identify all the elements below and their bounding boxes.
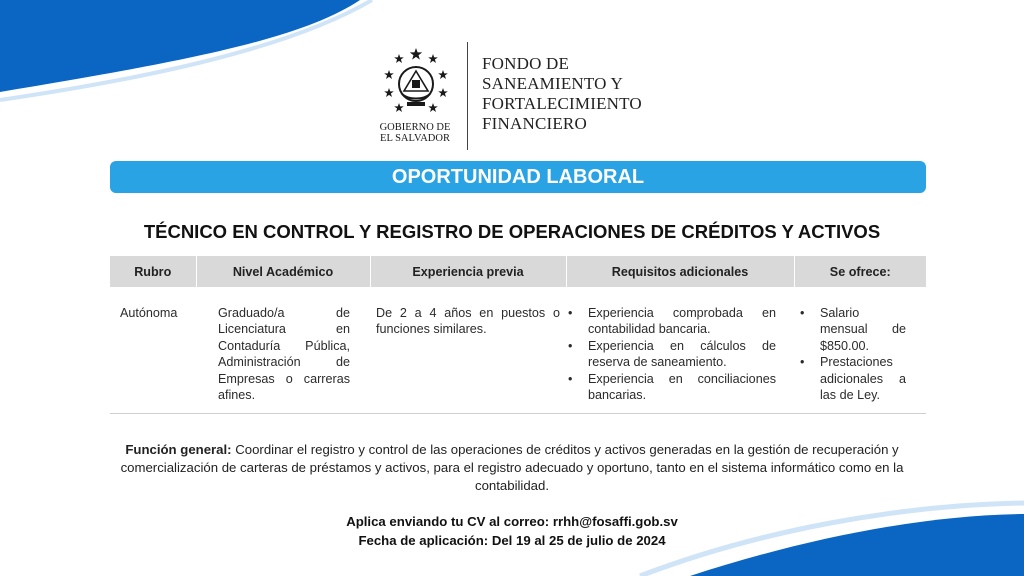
government-line-1: GOBIERNO DE — [379, 122, 451, 133]
cell-experiencia-previa: De 2 a 4 años en puestos o funciones similares. — [370, 287, 566, 414]
header-rubro: Rubro — [110, 256, 196, 287]
cell-nivel-academico: Graduado/a de Licenciatura en Contaduría Pública, Administración de Empresas o carreras afines. — [196, 287, 370, 414]
requirements-table — [110, 256, 926, 414]
list-item: • Experiencia comprobada en contabilidad bancaria. — [568, 305, 776, 338]
job-opportunity-banner — [110, 161, 926, 193]
top-left-blue-swoosh — [0, 0, 360, 92]
header-requisitos-adicionales: Requisitos adicionales — [566, 256, 794, 287]
apply-date-line: Fecha de aplicación: Del 19 al 25 de julio de 2024 — [358, 533, 666, 548]
header-nivel-academico: Nivel Académico — [196, 256, 370, 287]
table-header-row — [110, 256, 926, 287]
org-name-line-4: FINANCIERO — [482, 114, 587, 133]
top-left-light-arc — [0, 0, 372, 100]
cell-se-ofrece — [794, 287, 926, 414]
organization-logo — [368, 42, 678, 154]
list-item: • Experiencia en conciliaciones bancarias. — [568, 371, 776, 404]
cell-rubro: Autónoma — [110, 287, 196, 414]
general-function — [112, 441, 912, 495]
list-item: • Prestaciones adicionales a las de Ley. — [800, 354, 906, 403]
cell-requisitos-adicionales — [566, 287, 794, 414]
government-label — [368, 122, 462, 144]
list-item: • Experiencia en cálculos de reserva de saneamiento. — [568, 338, 776, 371]
se-ofrece-list — [800, 305, 906, 403]
list-item: • Salario mensual de $850.00. — [800, 305, 906, 354]
job-title: TÉCNICO EN CONTROL Y REGISTRO DE OPERACIONES DE CRÉDITOS Y ACTIVOS — [143, 221, 881, 242]
government-line-2: EL SALVADOR — [380, 133, 450, 144]
el-salvador-coat-of-arms-icon — [380, 46, 452, 118]
org-name-line-1: FONDO DE — [482, 54, 570, 73]
table-row — [110, 287, 926, 414]
requisitos-list — [568, 305, 776, 403]
banner-label: OPORTUNIDAD LABORAL — [391, 165, 645, 188]
header-se-ofrece: Se ofrece: — [794, 256, 926, 287]
organization-name — [482, 54, 642, 134]
general-function-text: Coordinar el registro y control de las operaciones de créditos y activos generadas en la gestión de recuperación y comercialización de carteras de préstamos y activos, para el registro adecuado y oportuno, tanto en el sistema informático como en la contabilidad. — [120, 442, 904, 493]
org-name-line-2: SANEAMIENTO Y — [482, 74, 623, 93]
general-function-label: Función general: — [125, 442, 232, 457]
application-info — [0, 512, 1024, 550]
apply-email-line: Aplica enviando tu CV al correo: rrhh@fosaffi.gob.sv — [346, 514, 678, 529]
logo-divider — [467, 42, 468, 150]
header-experiencia-previa: Experiencia previa — [370, 256, 566, 287]
org-name-line-3: FORTALECIMIENTO — [482, 94, 642, 113]
